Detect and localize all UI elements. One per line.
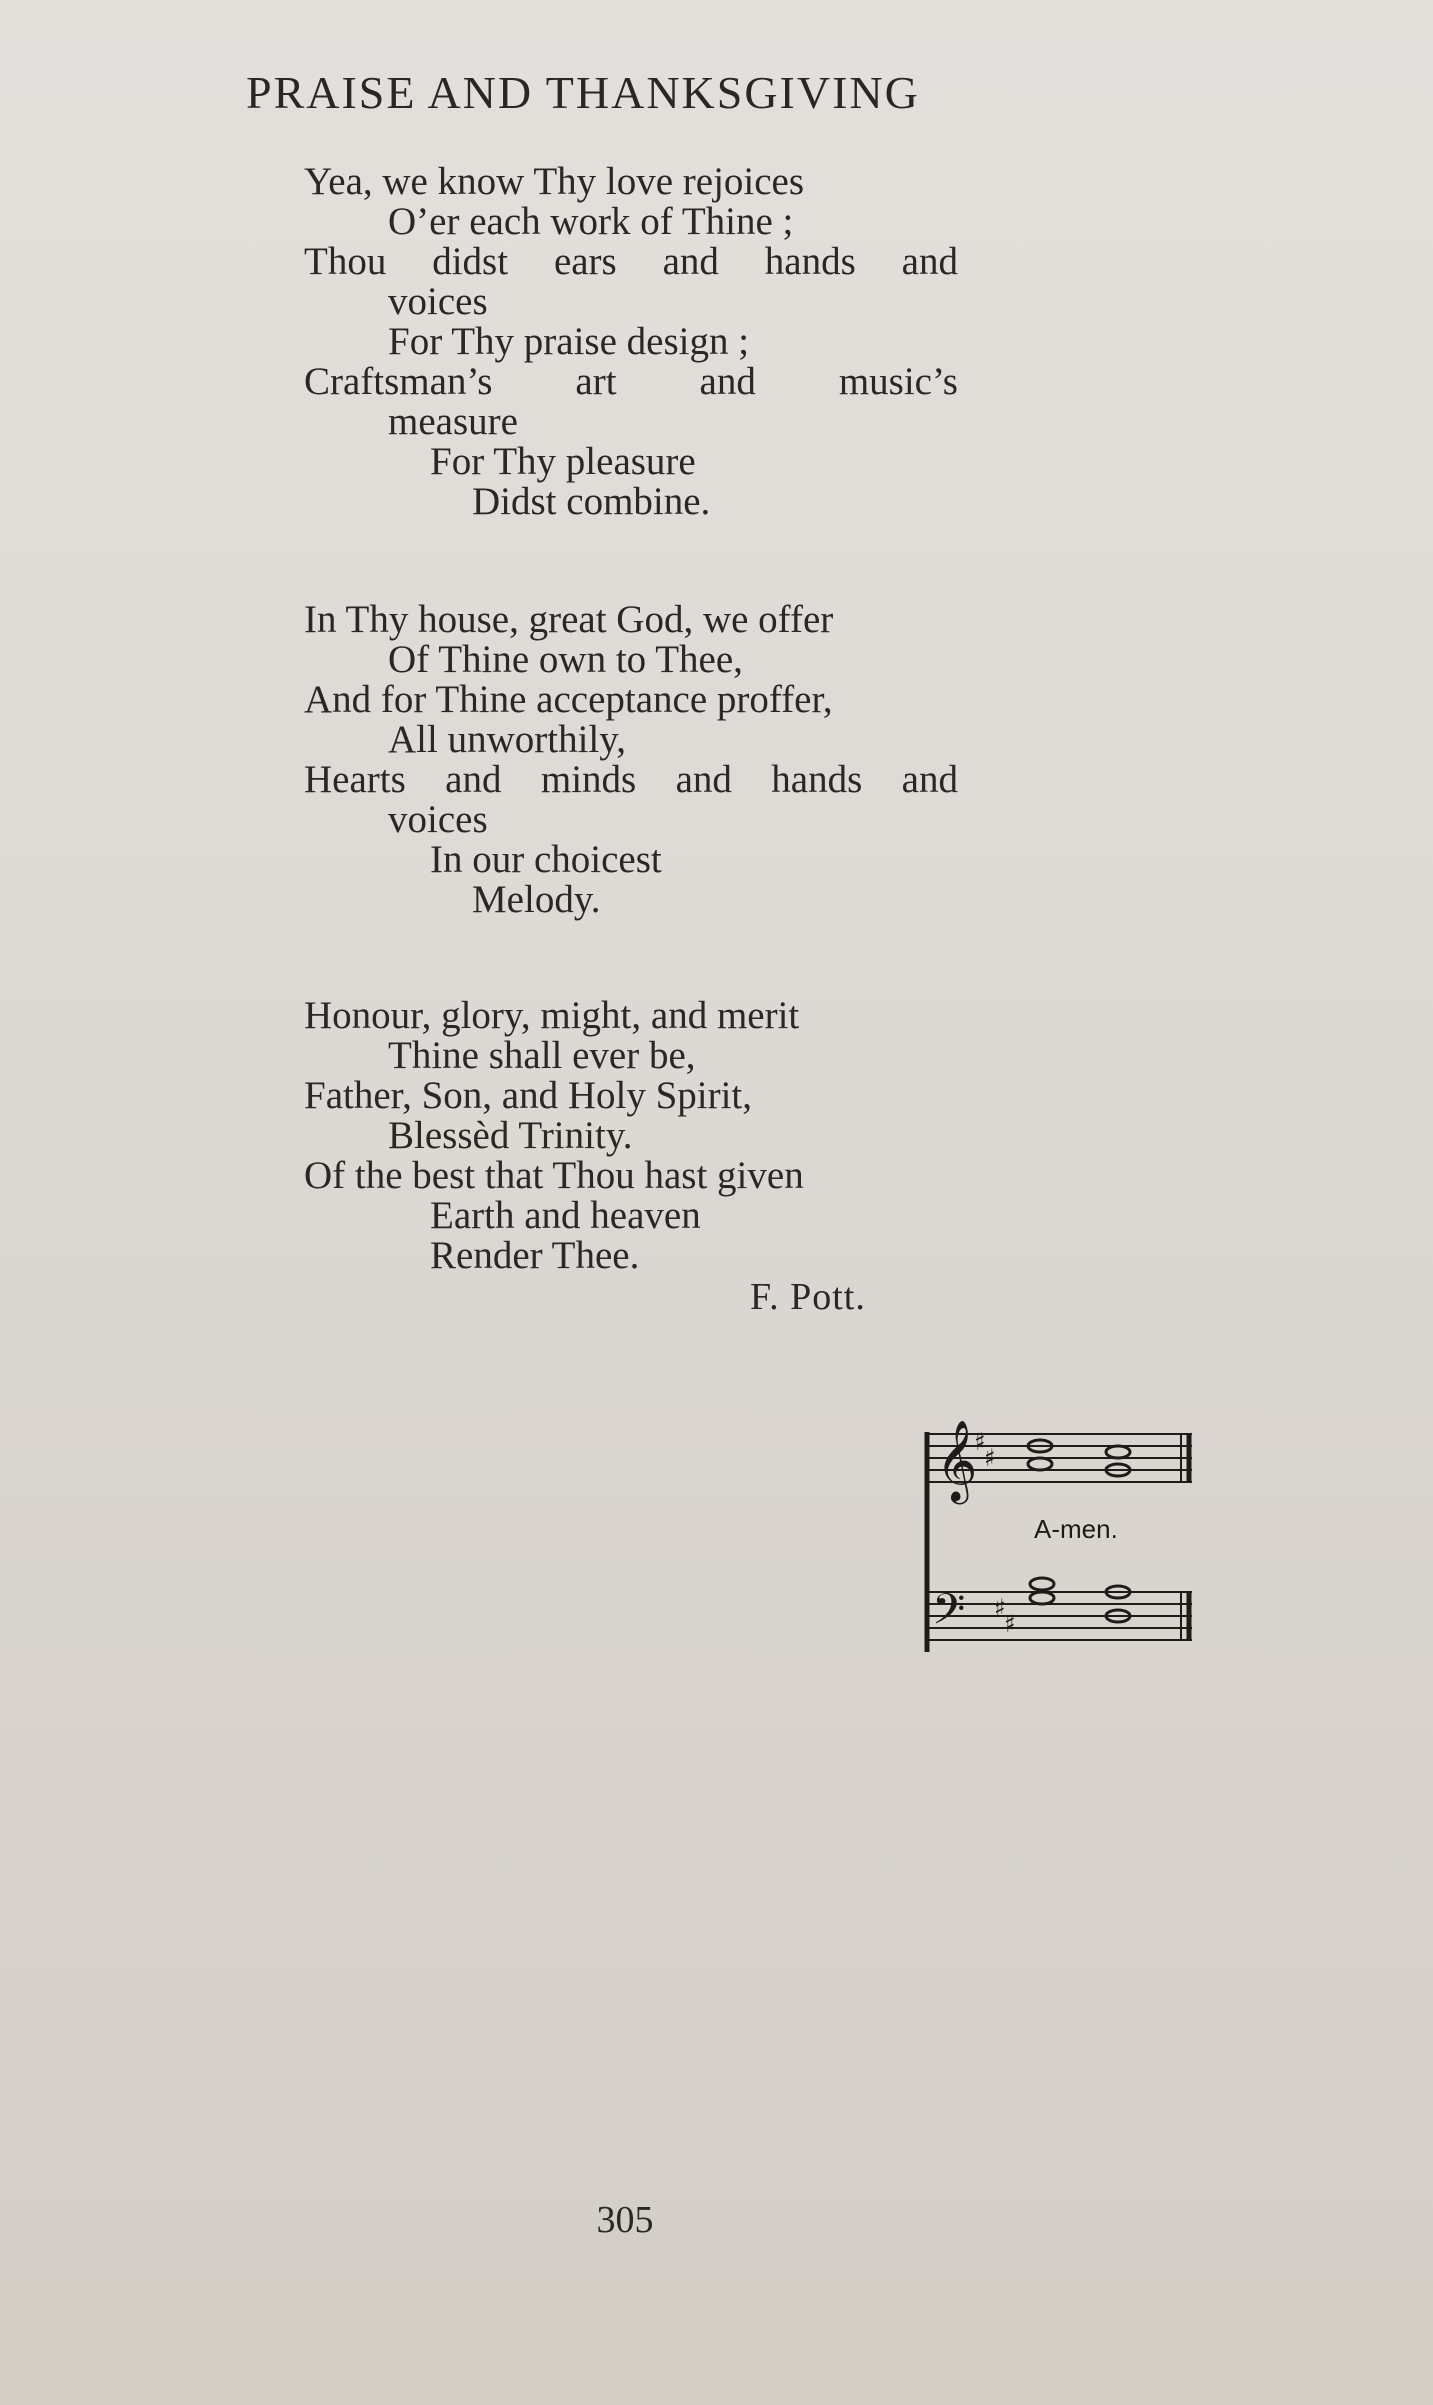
verse-line-turnover: voices bbox=[388, 280, 488, 323]
verse-line: Earth and heaven bbox=[430, 1194, 701, 1237]
author-attribution: F. Pott. bbox=[750, 1276, 866, 1318]
running-head: PRAISE AND THANKSGIVING bbox=[246, 67, 920, 118]
verse-line: Of Thine own to Thee, bbox=[388, 638, 743, 681]
verse-line: Craftsman’s art and music’s bbox=[304, 360, 958, 403]
page-number: 305 bbox=[596, 2199, 654, 2241]
verse-line: For Thy pleasure bbox=[430, 440, 696, 483]
amen-music-notation bbox=[922, 1420, 1198, 1656]
stanza-3 bbox=[304, 996, 958, 1276]
verse-line-turnover: voices bbox=[388, 798, 488, 841]
stanza-2 bbox=[304, 600, 958, 920]
verse-line: In our choicest bbox=[430, 838, 662, 881]
svg-text:♯: ♯ bbox=[1004, 1610, 1016, 1638]
verse-line: For Thy praise design ; bbox=[388, 320, 750, 363]
verse-line: Melody. bbox=[472, 878, 601, 921]
verse-line: Hearts and minds and hands and bbox=[304, 758, 958, 801]
verse-line: Thou didst ears and hands and bbox=[304, 240, 958, 283]
bass-clef-icon: 𝄢 bbox=[932, 1585, 966, 1645]
treble-clef-icon: 𝄞 bbox=[936, 1420, 978, 1501]
amen-lyric: A-men. bbox=[1034, 1514, 1118, 1544]
svg-text:♯: ♯ bbox=[974, 1428, 986, 1456]
verse-line-turnover: measure bbox=[388, 400, 518, 443]
verse-line: Didst combine. bbox=[472, 480, 711, 523]
verse-line: Yea, we know Thy love rejoices bbox=[304, 160, 805, 203]
verse-line: Father, Son, and Holy Spirit, bbox=[304, 1074, 753, 1117]
verse-line: Blessèd Trinity. bbox=[388, 1114, 633, 1157]
verse-line: All unworthily, bbox=[388, 718, 626, 761]
verse-line: Of the best that Thou hast given bbox=[304, 1154, 804, 1197]
verse-line: Render Thee. bbox=[430, 1234, 640, 1277]
svg-text:♯: ♯ bbox=[984, 1444, 996, 1472]
verse-line: In Thy house, great God, we offer bbox=[304, 598, 834, 641]
verse-line: O’er each work of Thine ; bbox=[388, 200, 794, 243]
verse-line: Honour, glory, might, and merit bbox=[304, 994, 800, 1037]
svg-text:♯: ♯ bbox=[994, 1594, 1006, 1622]
verse-line: And for Thine acceptance proffer, bbox=[304, 678, 833, 721]
stanza-1 bbox=[304, 162, 958, 522]
verse-line: Thine shall ever be, bbox=[388, 1034, 696, 1077]
